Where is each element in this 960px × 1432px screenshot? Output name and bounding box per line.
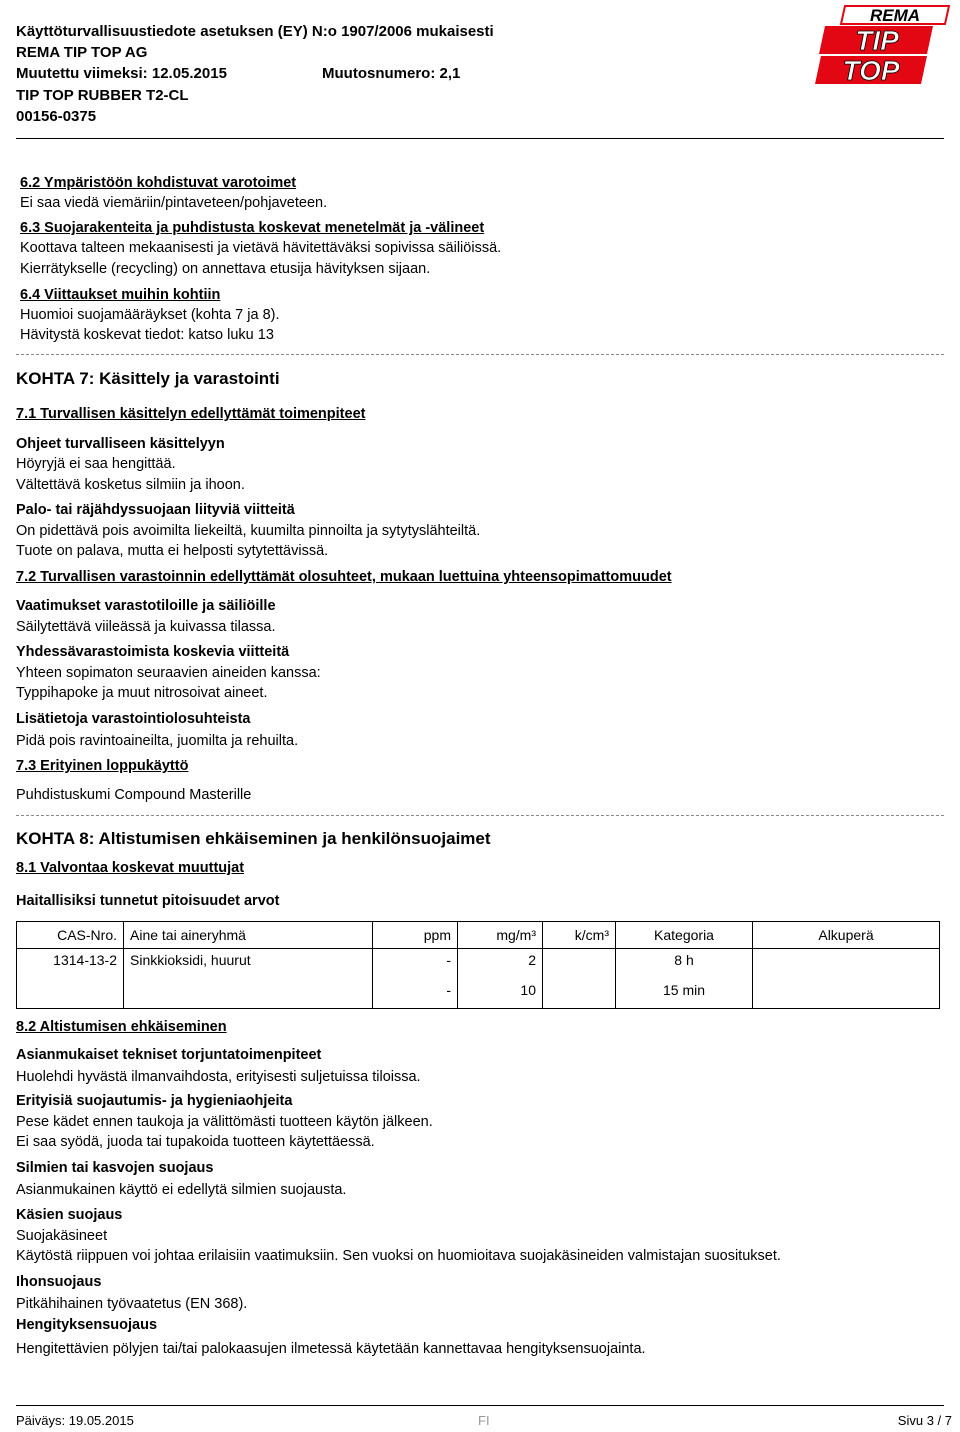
eye-protection-text: Asianmukainen käyttö ei edellytä silmien suojausta. [16, 1182, 347, 1198]
section-6-3-title: 6.3 Suojarakenteita ja puhdistusta koskevat menetelmät ja -välineet [20, 220, 485, 236]
hygiene-text-1: Pese kädet ennen taukoja ja välittömästi tuotteen käytön jälkeen. [16, 1114, 433, 1130]
document-title: Käyttöturvallisuustiedote asetuksen (EY) N:o 1907/2006 mukaisesti [16, 23, 494, 40]
footer-page-number: Sivu 3 / 7 [897, 1413, 952, 1428]
storage-info-subheading: Lisätietoja varastointiolosuhteista [16, 711, 251, 727]
skin-protection-text: Pitkähihainen työvaatetus (EN 368). [16, 1296, 248, 1312]
category-value: 8 h [616, 949, 753, 979]
handling-text-2: Vältettävä kosketus silmiin ja ihoon. [16, 477, 245, 493]
table-row [17, 949, 940, 979]
joint-storage-text-2: Typpihapoke ja muut nitrosoivat aineet. [16, 685, 268, 701]
handling-text-1: Höyryjä ei saa hengittää. [16, 456, 176, 472]
respiratory-protection-subheading: Hengityksensuojaus [16, 1317, 158, 1333]
joint-storage-subheading: Yhdessävarastoimista koskevia viitteitä [16, 644, 290, 660]
section-divider [16, 815, 944, 816]
section-7-1-title: 7.1 Turvallisen käsittelyn edellyttämät toimenpiteet [16, 406, 366, 422]
origin-value [753, 979, 940, 1009]
limit-values-subheading: Haitallisiksi tunnetut pitoisuudet arvot [16, 893, 280, 909]
storage-requirements-text: Säilytettävä viileässä ja kuivassa tilassa. [16, 619, 276, 635]
handling-subheading: Ohjeet turvalliseen käsittelyyn [16, 436, 225, 452]
technical-measures-text: Huolehdi hyvästä ilmanvaihdosta, erityisesti suljetuissa tiloissa. [16, 1069, 421, 1085]
section-6-3-text-2: Kierrätykselle (recycling) on annettava etusija hävityksen sijaan. [20, 261, 431, 277]
substance-name: Sinkkioksidi, huurut [124, 949, 373, 1009]
section-8-1-title: 8.1 Valvontaa koskevat muuttujat [16, 860, 245, 876]
respiratory-protection-text: Hengitettävien pölyjen tai/tai palokaasujen ilmetessä käytetään kannettavaa hengityksensuojainta. [16, 1341, 646, 1357]
table-header-row [17, 922, 940, 949]
storage-info-text: Pidä pois ravintoaineilta, juomilta ja rehuilta. [16, 733, 299, 749]
table-header: Aine tai aineryhmä [124, 922, 373, 949]
cas-number: 1314-13-2 [17, 949, 124, 1009]
svg-text:TIP: TIP [855, 25, 899, 56]
hand-protection-subheading: Käsien suojaus [16, 1207, 123, 1223]
modified-date: Muutettu viimeksi: 12.05.2015 [16, 65, 227, 82]
section-6-2-text: Ei saa viedä viemäriin/pintaveteen/pohjaveteen. [20, 195, 328, 211]
svg-text:REMA: REMA [869, 6, 921, 25]
joint-storage-text-1: Yhteen sopimaton seuraavien aineiden kanssa: [16, 665, 321, 681]
section-7-3-text: Puhdistuskumi Compound Masterille [16, 787, 252, 803]
product-code: 00156-0375 [16, 108, 97, 125]
category-value: 15 min [616, 979, 753, 1009]
hand-protection-text-2: Käytöstä riippuen voi johtaa erilaisiin vaatimuksiin. Sen vuoksi on huomioitava suojakäsineiden valmistajan suositukset. [16, 1248, 781, 1264]
fire-text-2: Tuote on palava, mutta ei helposti sytytettävissä. [16, 543, 329, 559]
section-6-4-title: 6.4 Viittaukset muihin kohtiin [20, 287, 221, 303]
footer-date: Päiväys: 19.05.2015 [16, 1413, 134, 1428]
ppm-value: - [373, 949, 458, 979]
product-name: TIP TOP RUBBER T2-CL [16, 87, 189, 104]
table-header: Kategoria [616, 922, 753, 949]
hand-protection-text-1: Suojakäsineet [16, 1228, 108, 1244]
table-header: ppm [373, 922, 458, 949]
section-6-4-text-2: Hävitystä koskevat tiedot: katso luku 13 [20, 327, 274, 343]
table-header: k/cm³ [543, 922, 616, 949]
revision-number: Muutosnumero: 2,1 [322, 65, 461, 82]
rema-tip-top-logo [815, 4, 951, 86]
section-6-2-title: 6.2 Ympäristöön kohdistuvat varotoimet [20, 175, 297, 191]
storage-requirements-subheading: Vaatimukset varastotiloille ja säiliöille [16, 598, 276, 614]
footer-divider [16, 1405, 944, 1406]
section-divider [16, 354, 944, 355]
fire-text-1: On pidettävä pois avoimilta liekeiltä, kuumilta pinnoilta ja sytytyslähteiltä. [16, 523, 481, 539]
ppm-value: - [373, 979, 458, 1009]
table-header: Alkuperä [753, 922, 940, 949]
mg-value: 2 [458, 949, 543, 979]
header-divider [16, 138, 944, 139]
skin-protection-subheading: Ihonsuojaus [16, 1274, 102, 1290]
hygiene-text-2: Ei saa syödä, juoda tai tupakoida tuotteen käytettäessä. [16, 1134, 375, 1150]
hygiene-subheading: Erityisiä suojautumis- ja hygieniaohjeita [16, 1093, 293, 1109]
company-name: REMA TIP TOP AG [16, 44, 148, 61]
kcm-value [543, 979, 616, 1009]
table-header: CAS-Nro. [17, 922, 124, 949]
footer-language: FI [478, 1413, 490, 1428]
origin-value [753, 949, 940, 979]
section-6-4-text-1: Huomioi suojamääräykset (kohta 7 ja 8). [20, 307, 280, 323]
section-7-2-title: 7.2 Turvallisen varastoinnin edellyttämät olosuhteet, mukaan luettuina yhteensopimattomuudet [16, 569, 672, 585]
technical-measures-subheading: Asianmukaiset tekniset torjuntatoimenpiteet [16, 1047, 322, 1063]
mg-value: 10 [458, 979, 543, 1009]
fire-subheading: Palo- tai räjähdyssuojaan liityviä viitteitä [16, 502, 295, 518]
section-8-heading: KOHTA 8: Altistumisen ehkäiseminen ja henkilönsuojaimet [16, 829, 491, 848]
section-7-heading: KOHTA 7: Käsittely ja varastointi [16, 369, 280, 388]
section-8-2-title: 8.2 Altistumisen ehkäiseminen [16, 1019, 227, 1035]
eye-protection-subheading: Silmien tai kasvojen suojaus [16, 1160, 214, 1176]
kcm-value [543, 949, 616, 979]
svg-text:TOP: TOP [842, 55, 900, 86]
section-6-3-text-1: Koottava talteen mekaanisesti ja vietävä hävitettäväksi sopivissa säiliöissä. [20, 240, 502, 256]
table-header: mg/m³ [458, 922, 543, 949]
section-7-3-title: 7.3 Erityinen loppukäyttö [16, 758, 189, 774]
exposure-limits-table [16, 921, 940, 1009]
